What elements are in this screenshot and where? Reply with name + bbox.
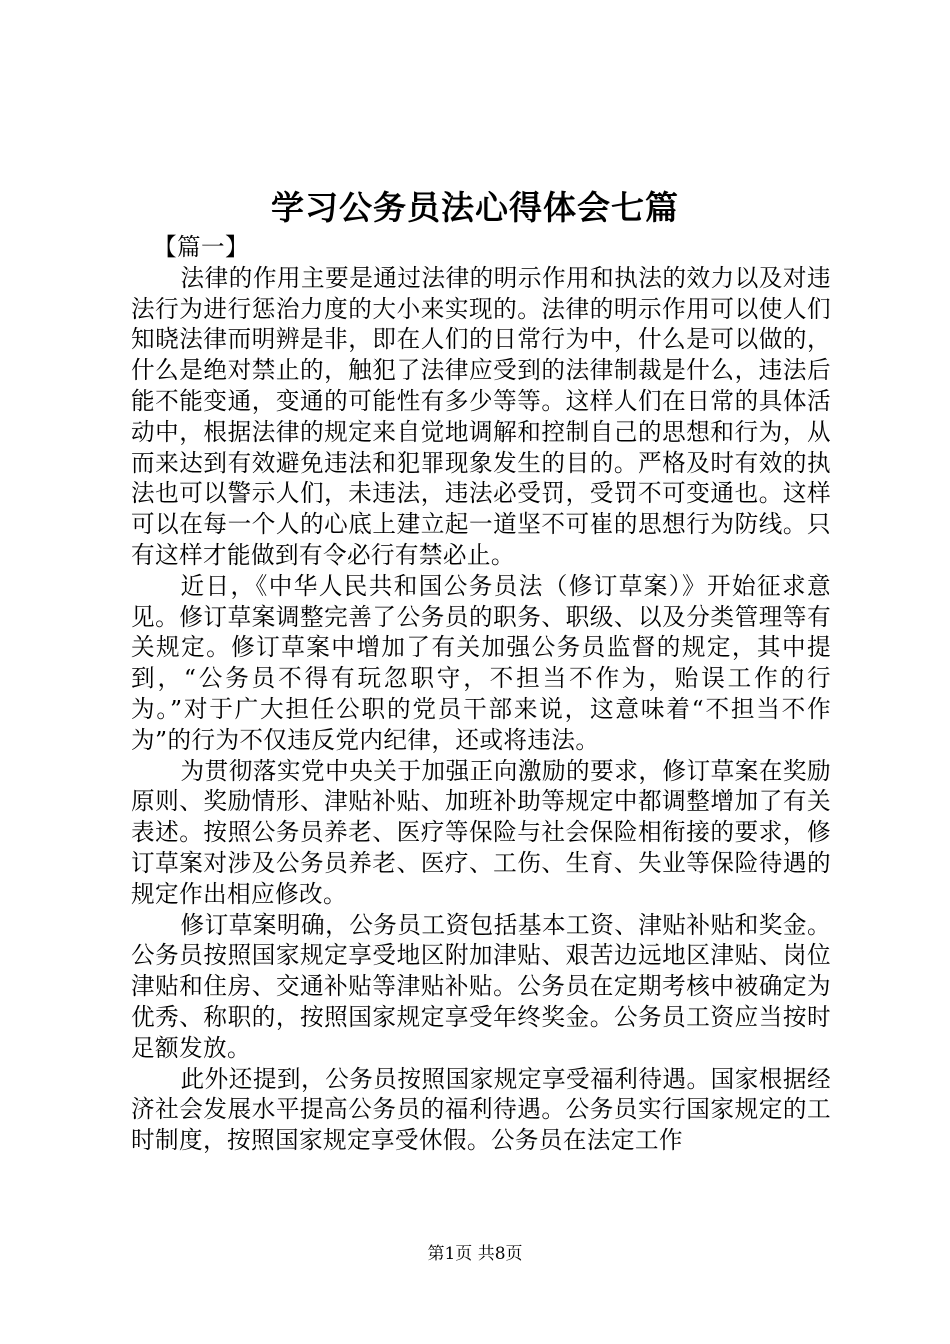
paragraph-2: 近日，《中华人民共和国公务员法（修订草案）》开始征求意见。修订草案调整完善了公务员的职务、职级、以及分类管理等有关规定。修订草案中增加了有关加强公务员监督的规定，其中提到，“公务员不得有玩忽职守，不担当不作为，贻误工作的行为。”对于广大担任公职的党员干部来说，这意味着“不担当不作为”的行为不仅违反党内纪律，还或将违法。 [131,571,831,754]
document-body [131,232,831,1156]
page-footer: 第1页 共8页 [427,1244,523,1264]
document-title: 学习公务员法心得体会七篇 [271,188,679,227]
paragraph-1: 法律的作用主要是通过法律的明示作用和执法的效力以及对违法行为进行惩治力度的大小来实现的。法律的明示作用可以使人们知晓法律而明辨是非，即在人们的日常行为中，什么是可以做的，什么是绝对禁止的，触犯了法律应受到的法律制裁是什么，违法后能不能变通，变通的可能性有多少等等。这样人们在日常的具体活动中，根据法律的规定来自觉地调解和控制自己的思想和行为，从而来达到有效避免违法和犯罪现象发生的目的。严格及时有效的执法也可以警示人们，未违法，违法必受罚，受罚不可变通也。这样可以在每一个人的心底上建立起一道坚不可崔的思想行为防线。只有这样才能做到有令必行有禁必止。 [131,263,831,569]
paragraph-3: 为贯彻落实党中央关于加强正向激励的要求，修订草案在奖励原则、奖励情形、津贴补贴、加班补助等规定中都调整增加了有关表述。按照公务员养老、医疗等保险与社会保险相衔接的要求，修订草案对涉及公务员养老、医疗、工伤、生育、失业等保险待遇的规定作出相应修改。 [131,756,831,908]
section-label: 【篇一】 [153,233,249,261]
paragraph-4: 修订草案明确，公务员工资包括基本工资、津贴补贴和奖金。公务员按照国家规定享受地区附加津贴、艰苦边远地区津贴、岗位津贴和住房、交通补贴等津贴补贴。公务员在定期考核中被确定为优秀、称职的，按照国家规定享受年终奖金。公务员工资应当按时足额发放。 [131,910,831,1062]
paragraph-5: 此外还提到，公务员按照国家规定享受福利待遇。国家根据经济社会发展水平提高公务员的福利待遇。公务员实行国家规定的工时制度，按照国家规定享受休假。公务员在法定工作 [131,1064,831,1155]
